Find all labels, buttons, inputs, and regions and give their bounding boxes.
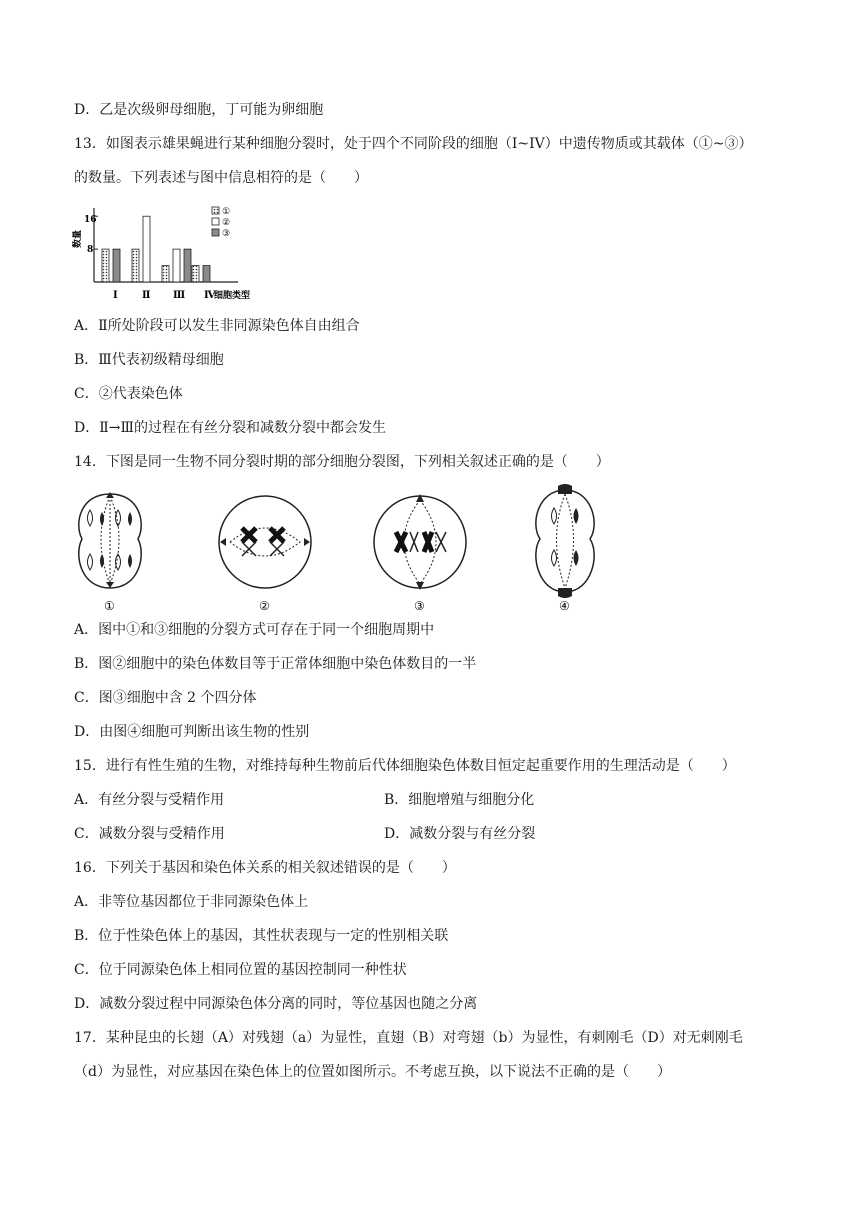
x-tick-label: Ⅳ [204, 290, 216, 301]
legend-swatch [212, 207, 219, 214]
x-axis-label: 细胞类型 [214, 291, 251, 301]
bar-III-series-1 [162, 266, 169, 282]
q15-stem: 15．进行有性生殖的生物，对维持每种生物前后代体细胞染色体数目恒定起重要作用的生理活动是（ ） [74, 758, 736, 774]
cell-division-figure [70, 484, 610, 614]
bar-chart [72, 202, 272, 306]
q15-option-a: A．有丝分裂与受精作用 [74, 792, 225, 808]
cell-4 [536, 484, 594, 613]
bar-III-series-3 [184, 249, 191, 282]
q16-option-b: B．位于性染色体上的基因，其性状表现与一定的性别相关联 [74, 928, 449, 944]
legend-swatch [212, 229, 219, 236]
q13-option-d: D．Ⅱ→Ⅲ的过程在有丝分裂和减数分裂中都会发生 [74, 420, 386, 436]
q16-option-a: A．非等位基因都位于非同源染色体上 [74, 894, 309, 910]
x-tick-label: Ⅲ [173, 290, 186, 301]
q12-option-d: D．乙是次级卵母细胞，丁可能为卵细胞 [74, 102, 324, 118]
cell-2 [219, 496, 311, 613]
legend-label: ③ [222, 229, 231, 239]
q14-stem: 14．下图是同一生物不同分裂时期的部分细胞分裂图，下列相关叙述正确的是（ ） [74, 454, 610, 470]
bar-I-series-3 [113, 249, 120, 282]
bar-IV-series-3 [203, 266, 210, 282]
q13-option-b: B．Ⅲ代表初级精母细胞 [74, 352, 224, 368]
cell-label: ① [104, 599, 115, 613]
q14-option-c: C．图③细胞中含 2 个四分体 [74, 690, 257, 706]
q13-stem-line1: 13．如图表示雄果蝇进行某种细胞分裂时，处于四个不同阶段的细胞（I~IV）中遗传物质或其载体（①~③） [74, 136, 753, 152]
q15-option-c: C．减数分裂与受精作用 [74, 826, 225, 842]
q13-option-a: A．Ⅱ所处阶段可以发生非同源染色体自由组合 [74, 318, 360, 334]
y-tick-label: 16 [84, 215, 97, 225]
q16-option-c: C．位于同源染色体上相同位置的基因控制同一种性状 [74, 962, 407, 978]
cell-label: ④ [559, 599, 570, 613]
legend-swatch [212, 218, 219, 225]
cell-label: ② [259, 599, 270, 613]
y-axis-label: 数量 [73, 229, 83, 248]
q13-option-c: C．②代表染色体 [74, 386, 183, 402]
cell-3 [374, 494, 466, 613]
bar-III-series-2 [173, 249, 180, 282]
q14-option-a: A．图中①和③细胞的分裂方式可存在于同一个细胞周期中 [74, 622, 435, 638]
x-tick-label: Ⅱ [142, 290, 151, 301]
q14-option-b: B．图②细胞中的染色体数目等于正常体细胞中染色体数目的一半 [74, 656, 477, 672]
bar-II-series-2 [143, 216, 150, 282]
bar-II-series-1 [132, 249, 139, 282]
legend-label: ② [222, 218, 231, 228]
cell-label: ③ [414, 599, 425, 613]
q16-stem: 16．下列关于基因和染色体关系的相关叙述错误的是（ ） [74, 860, 456, 876]
q13-stem-line2: 的数量。下列表述与图中信息相符的是（ ） [74, 170, 368, 186]
q17-stem-line1: 17．某种昆虫的长翅（A）对残翅（a）为显性，直翅（B）对弯翅（b）为显性，有刺刚毛（D）对无刺刚毛 [74, 1030, 743, 1046]
bar-I-series-1 [102, 249, 109, 282]
y-tick-label: 8 [87, 245, 94, 255]
q15-option-b: B．细胞增殖与细胞分化 [384, 792, 535, 808]
q15-option-d: D．减数分裂与有丝分裂 [384, 826, 536, 842]
q16-option-d: D．减数分裂过程中同源染色体分离的同时，等位基因也随之分离 [74, 996, 478, 1012]
q17-stem-line2: （d）为显性，对应基因在染色体上的位置如图所示。不考虑互换，以下说法不正确的是（ ） [74, 1064, 671, 1080]
q14-option-d: D．由图④细胞可判断出该生物的性别 [74, 724, 310, 740]
bar-IV-series-1 [192, 266, 199, 282]
x-tick-label: Ⅰ [113, 290, 118, 301]
legend-label: ① [222, 207, 231, 217]
cell-1 [79, 492, 141, 613]
